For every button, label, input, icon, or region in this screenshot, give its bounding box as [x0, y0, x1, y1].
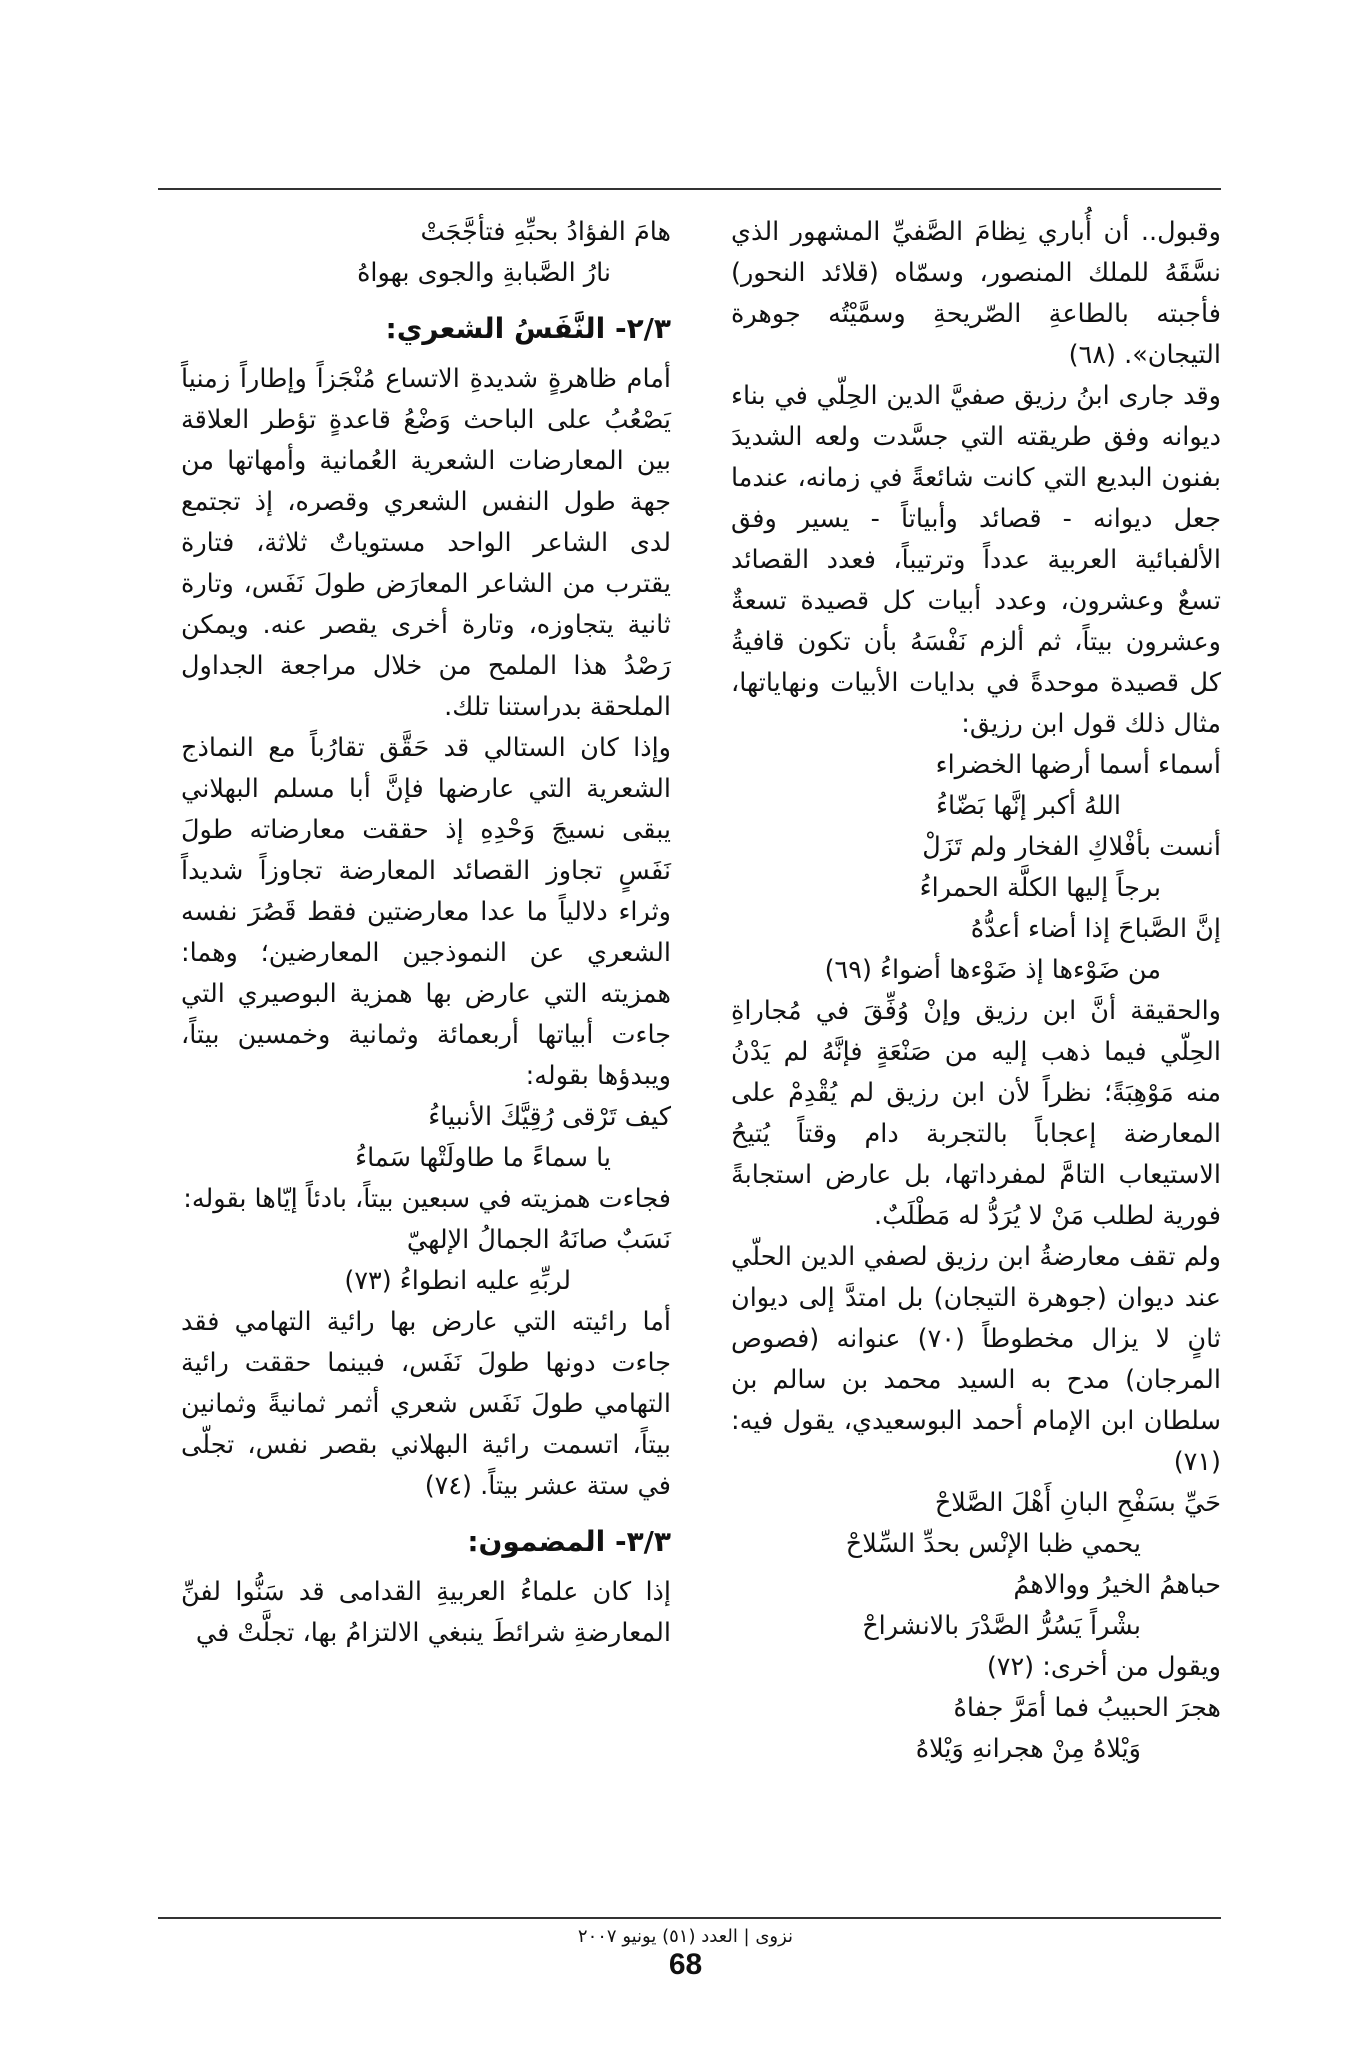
verse-line: برجاً إليها الكلَّة الحمراءُ — [919, 873, 1161, 903]
verse-line: يحمي ظبا الإنْس بحدِّ السِّلاحْ — [845, 1529, 1141, 1559]
verse-line: بشْراً يَسُرُّ الصَّدْرَ بالانشراحْ — [862, 1611, 1141, 1641]
left-paragraph-4: أما رائيته التي عارض بها رائية التهامي فقد جاءت دونها طولَ نَفَس، فبينما حققت رائية التهامي طولَ نَفَس شعري أثمر ثمانيةً وثمانين بيتاً، اتسمت رائية البهلاني بقصر نفس، تجلّى في ستة عشر بيتاً. (٧٤) — [181, 1307, 671, 1501]
right-paragraph-3: والحقيقة أنَّ ابن رزيق وإنْ وُفِّقَ في مُجاراةِ الحِلّي فيما ذهب إليه من صَنْعَةٍ فإنَّهُ لم يَدْنُ منه مَوْهِبَةً؛ نظراً لأن ابن رزيق لم يُقْدِمْ على المعارضة إعجاباً بالتجربة دام وقتاً يُتيحُ الاستيعاب التامَّ لمفرداتها، بل عارض استجابةً فورية لطلب مَنْ لا يُرَدُّ له مَطْلَبٌ. — [731, 996, 1221, 1231]
verse-line: هامَ الفؤادُ بحبِّهِ فتأجَّجَتْ — [420, 217, 671, 247]
left-paragraph-3: فجاءت همزيته في سبعين بيتاً، بادئاً إيّاها بقوله: — [183, 1184, 671, 1214]
right-column — [731, 212, 1221, 1770]
left-column — [181, 212, 671, 1654]
verse-line: كيف تَرْقى رُقِيَّكَ الأنبياءُ — [428, 1102, 671, 1132]
verse-line: حَيِّ بسَفْحِ البانِ أَهْلَ الصَّلاحْ — [934, 1488, 1221, 1518]
verse-line: حباهمُ الخيرُ ووالاهمُ — [1013, 1570, 1221, 1600]
verse-line: هجرَ الحبيبُ فما أمَرَّ جفاهُ — [953, 1693, 1221, 1723]
left-paragraph-2: وإذا كان الستالي قد حَقَّق تقارُباً مع النماذج الشعرية التي عارضها فإنَّ أبا مسلم البهلاني يبقى نسيجَ وَحْدِهِ إذ حققت معارضاته طولَ نَفَسٍ تجاوز القصائد المعارضة تجاوزاً شديداً وثراء دلالياً ما عدا معارضتين فقط قَصُرَ نفسه الشعري عن النموذجين المعارضين؛ وهما: همزيته التي عارض بها همزية البوصيري التي جاءت أبياتها أربعمائة وثمانية وخمسين بيتاً، ويبدؤها بقوله: — [181, 733, 671, 1091]
bottom-rule — [158, 1917, 1221, 1919]
section-heading-content: ٣/٣- المضمون: — [467, 1525, 671, 1558]
verse-line: أسماء أسما أرضها الخضراء — [935, 750, 1221, 780]
verse-line: لربِّهِ عليه انطواءُ (٧٣) — [344, 1266, 571, 1296]
verse-line: وَيْلاهُ مِنْ هجرانهِ وَيْلاهُ — [915, 1734, 1141, 1764]
right-paragraph-4: ولم تقف معارضةُ ابن رزيق لصفي الدين الحلّي عند ديوان (جوهرة التيجان) بل امتدَّ إلى ديوان ثانٍ لا يزال مخطوطاً (٧٠) عنوانه (فصوص المرجان) مدح به السيد محمد بن سالم بن سلطان ابن الإمام أحمد البوسعيدي، يقول فيه: (٧١) — [731, 1242, 1221, 1477]
verse-line: إنَّ الصَّباحَ إذا أضاء أعدُّهُ — [970, 914, 1221, 944]
left-paragraph-5: إذا كان علماءُ العربيةِ القدامى قد سَنُّوا لفنِّ المعارضةِ شرائطَ ينبغي الالتزامُ بها، تجلَّتْ في — [181, 1577, 671, 1648]
journal-footer: نزوى | العدد (٥١) يونيو ٢٠٠٧ — [577, 1926, 794, 1947]
right-paragraph-1: وقبول.. أن أُباري نِظامَ الصَّفيِّ المشهور الذي نسَّقَهُ للملك المنصور، وسمّاه (قلائد النحور) فأجبته بالطاعةِ الصّريحةِ وسمَّيْتُه جوهرة التيجان». (٦٨) — [731, 217, 1221, 370]
page-number: 68 — [668, 1948, 703, 1981]
verse-line: نَسَبٌ صانَهُ الجمالُ الإلهيّ — [406, 1225, 671, 1255]
top-rule — [158, 188, 1221, 190]
verse-line: نارُ الصَّبابةِ والجوى بهواهُ — [357, 258, 611, 288]
verse-line: اللهُ أكبر إنَّها بَضّاءُ — [936, 791, 1121, 821]
right-paragraph-5: ويقول من أخرى: (٧٢) — [986, 1652, 1221, 1682]
right-paragraph-2: وقد جارى ابنُ رزيق صفيَّ الدين الحِلّي في بناء ديوانه وفق طريقته التي جسَّدت ولعه الشديدَ بفنون البديع التي كانت شائعةً في زمانه، عندما جعل ديوانه - قصائد وأبياتاً - يسير وفق الألفبائية العربية عدداً وترتيباً، فعدد القصائد تسعٌ وعشرون، وعدد أبيات كل قصيدة تسعةٌ وعشرون بيتاً، ثم ألزم نَفْسَهُ بأن تكون قافيةُ كل قصيدة موحدةً في بدايات الأبيات ونهاياتها، مثال ذلك قول ابن رزيق: — [731, 381, 1221, 739]
section-heading-poetic-breath: ٢/٣- النَّفَسُ الشعري: — [385, 312, 671, 345]
verse-line: من ضَوْءها إذ ضَوْءها أضواءُ (٦٩) — [824, 955, 1161, 985]
left-paragraph-1: أمام ظاهرةٍ شديدةِ الاتساع مُنْجَزاً وإطاراً زمنياً يَصْعُبُ على الباحث وَضْعُ قاعدةٍ تؤطر العلاقة بين المعارضات الشعرية العُمانية وأمهاتها من جهة طول النفس الشعري وقصره، إذ تجتمع لدى الشاعر الواحد مستوياتٌ ثلاثة، فتارة يقترب من الشاعر المعارَض طولَ نَفَس، وتارة ثانية يتجاوزه، وتارة أخرى يقصر عنه. ويمكن رَصْدُ هذا الملمح من خلال مراجعة الجداول الملحقة بدراستنا تلك. — [181, 364, 671, 722]
verse-line: أنست بأفْلاكِ الفخار ولم تَزَلْ — [922, 832, 1221, 862]
verse-line: يا سماءً ما طاولَتْها سَماءُ — [355, 1143, 611, 1173]
